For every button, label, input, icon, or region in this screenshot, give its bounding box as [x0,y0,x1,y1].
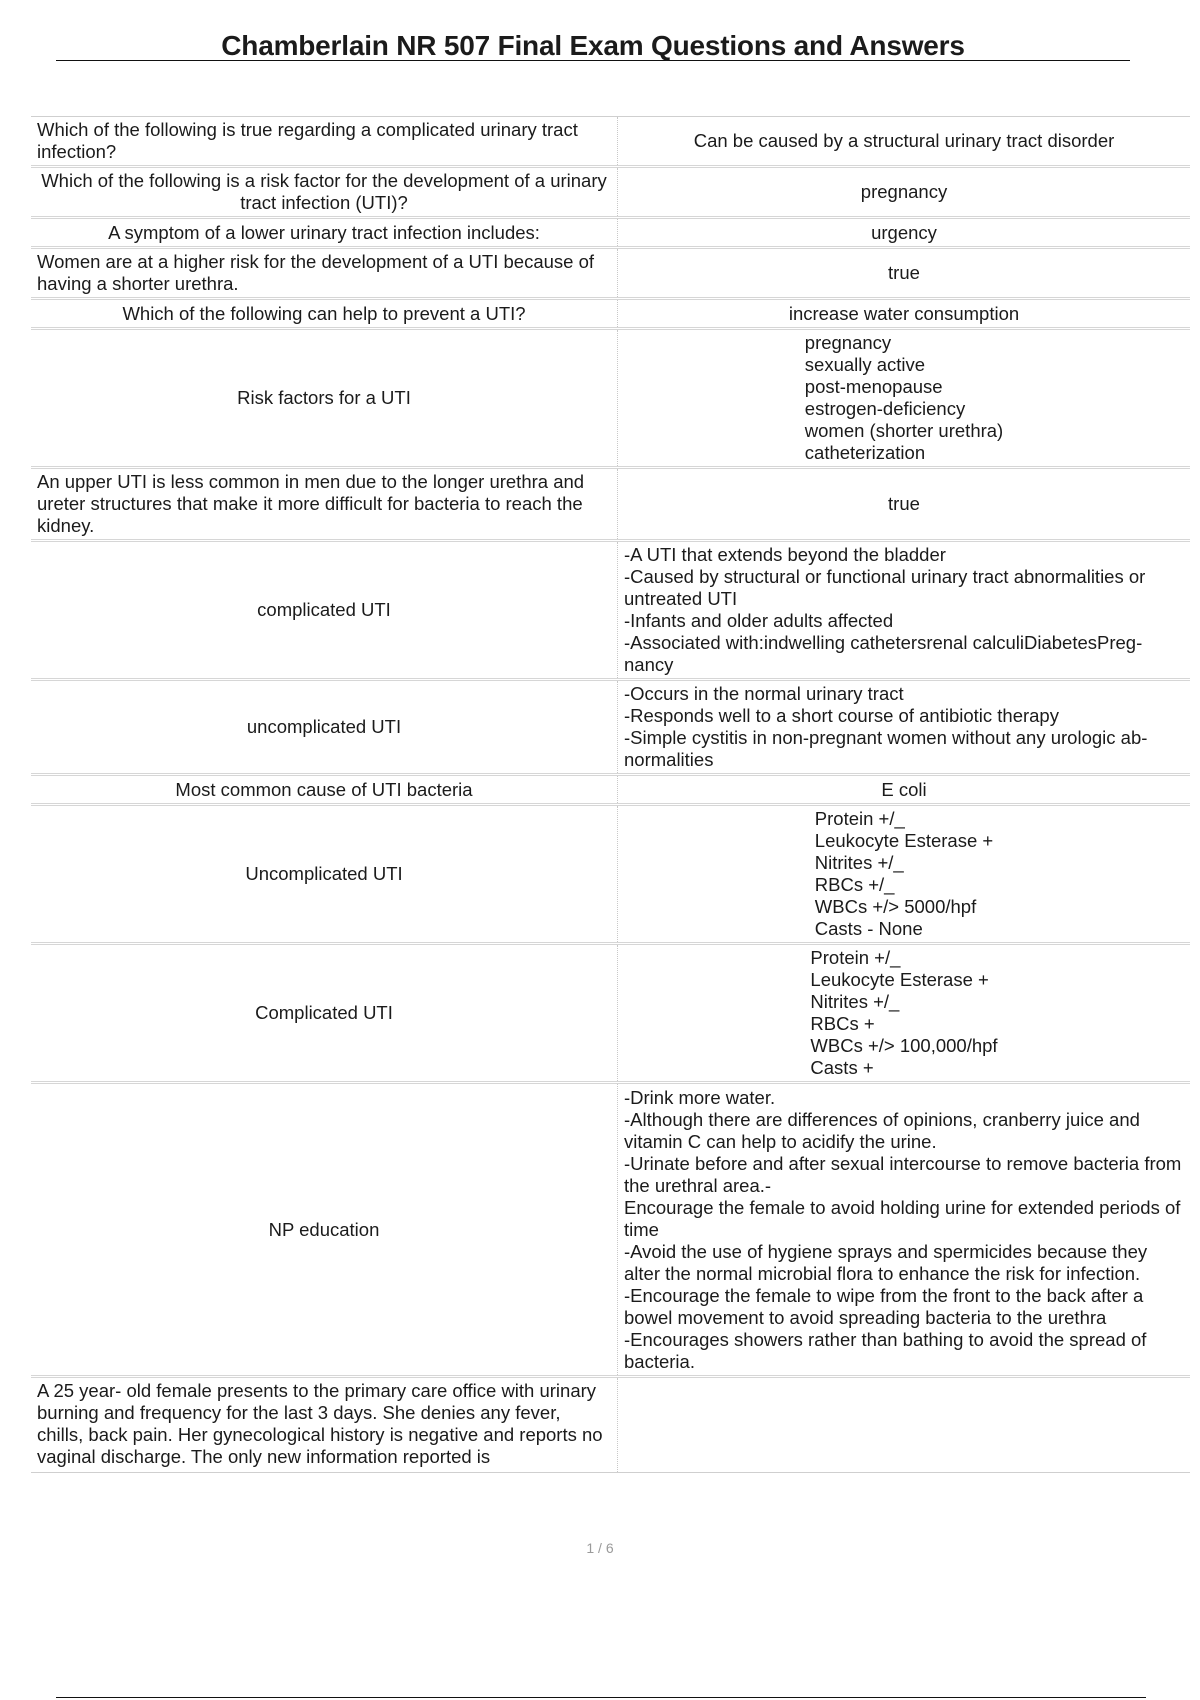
answer-cell [618,944,1191,1083]
question-cell: complicated UTI [31,541,618,680]
question-cell: A symptom of a lower urinary tract infection includes: [31,218,618,248]
table-row [31,805,1190,944]
answer-cell [618,329,1191,468]
question-cell: Most common cause of UTI bacteria [31,775,618,805]
question-cell: An upper UTI is less common in men due to the longer urethra and ureter structures that make it more difficult for bacteria to reach the kidney. [31,468,618,541]
question-cell: Which of the following can help to prevent a UTI? [31,299,618,329]
table-row [31,944,1190,1083]
answer-cell: pregnancy [618,167,1191,218]
question-cell: A 25 year- old female presents to the primary care office with urinary burning and frequency for the last 3 days. She denies any fever, chills, back pain. Her gynecological history is negative and reports no vaginal discharge. The only new information reported is [31,1377,618,1473]
answer-cell [618,805,1191,944]
page-indicator: 1 / 6 [586,1540,614,1556]
question-cell: Uncomplicated UTI [31,805,618,944]
table-row [31,775,1190,805]
qa-table [31,116,1190,1473]
table-row [31,167,1190,218]
answer-cell: true [618,248,1191,299]
question-cell: Which of the following is true regarding a complicated urinary tract infection? [31,117,618,167]
answer-cell: -Drink more water. -Although there are differences of opinions, cranberry juice and vitamin C can help to acidify the urine. -Urinate before and after sexual intercourse to remove bacteria from the urethral area.- Encourage the female to avoid holding urine for extended periods of time -Avoid the use of hygiene sprays and spermicides because they alter the normal microbial flora to enhance the risk for infection. -Encourage the female to wipe from the front to the back after a bowel movement to avoid spreading bacteria to the urethra -Encourages showers rather than bathing to avoid the spread of bacteria. [618,1083,1191,1377]
answer-cell: E coli [618,775,1191,805]
table-row [31,468,1190,541]
question-cell: Complicated UTI [31,944,618,1083]
question-cell: uncomplicated UTI [31,680,618,775]
answer-cell: -Occurs in the normal urinary tract -Responds well to a short course of antibiotic therapy -Simple cystitis in non-pregnant women without any urologic ab-normalities [618,680,1191,775]
bottom-divider [56,1697,1146,1698]
table-row [31,541,1190,680]
answer-cell [618,1377,1191,1473]
question-cell: Risk factors for a UTI [31,329,618,468]
table-row [31,329,1190,468]
answer-cell: Can be caused by a structural urinary tract disorder [618,117,1191,167]
table-row [31,1377,1190,1473]
answer-cell: -A UTI that extends beyond the bladder -Caused by structural or functional urinary tract abnormalities or untreated UTI -Infants and older adults affected -Associated with:indwelling cathetersrenal calculiDiabetesPreg-nancy [618,541,1191,680]
table-row [31,680,1190,775]
question-cell: Which of the following is a risk factor for the development of a urinary tract infection (UTI)? [31,167,618,218]
risk-factor-list: pregnancy sexually active post-menopause estrogen-deficiency women (shorter urethra) catheterization [804,332,1004,463]
document-title: Chamberlain NR 507 Final Exam Questions and Answers [56,28,1130,61]
question-cell: Women are at a higher risk for the development of a UTI because of having a shorter urethra. [31,248,618,299]
answer-cell: urgency [618,218,1191,248]
urinalysis-list: Protein +/_ Leukocyte Esterase + Nitrites +/_ RBCs + WBCs +/> 100,000/hpf Casts + [810,947,998,1078]
table-row [31,299,1190,329]
table-row [31,248,1190,299]
urinalysis-list: Protein +/_ Leukocyte Esterase + Nitrites +/_ RBCs +/_ WBCs +/> 5000/hpf Casts - None [814,808,994,939]
answer-cell: increase water consumption [618,299,1191,329]
question-cell: NP education [31,1083,618,1377]
answer-cell: true [618,468,1191,541]
table-row [31,117,1190,167]
table-row [31,1083,1190,1377]
table-row [31,218,1190,248]
